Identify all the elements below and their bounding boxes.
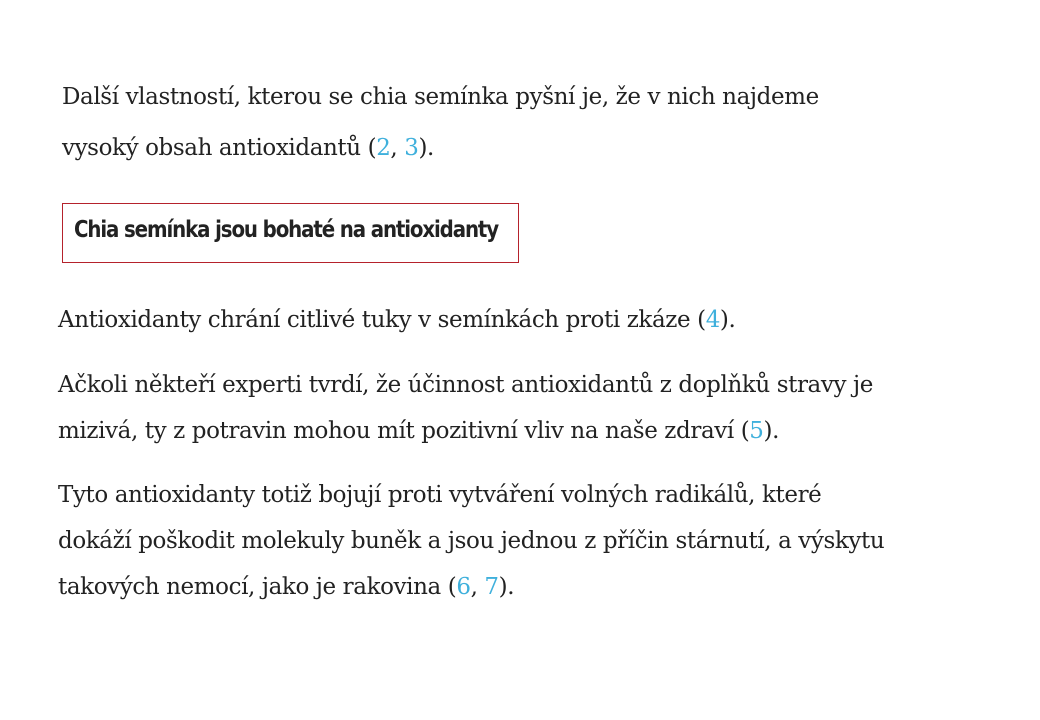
paragraph-end: ). (719, 307, 736, 333)
reference-link-2[interactable]: 2 (376, 135, 391, 161)
paragraph-text: vysoký obsah antioxidantů ( (62, 135, 377, 161)
paragraph-end: ). (418, 135, 434, 161)
paragraph-line (58, 408, 873, 454)
reference-link-5[interactable]: 5 (749, 418, 764, 444)
paragraph-antioxidant-intro (62, 72, 819, 174)
paragraph-text: mizivá, ty z potravin mohou mít pozitivní vliv na naše zdraví ( (58, 418, 750, 444)
paragraph-antioxidants-protect (58, 300, 735, 340)
paragraph-end: ). (763, 418, 780, 444)
paragraph-text: takových nemocí, jako je rakovina ( (58, 574, 457, 600)
reference-separator: , (390, 135, 405, 161)
reference-link-3[interactable]: 3 (404, 135, 419, 161)
paragraph-line (58, 564, 884, 610)
reference-link-7[interactable]: 7 (484, 574, 499, 600)
paragraph-text: Antioxidanty chrání citlivé tuky v semínkách proti zkáze ( (58, 307, 706, 333)
paragraph-line (62, 123, 819, 174)
paragraph-end: ). (498, 574, 515, 600)
reference-link-4[interactable]: 4 (705, 307, 720, 333)
section-heading: Chia semínka jsou bohaté na antioxidanty (74, 217, 499, 243)
paragraph-supplements (58, 362, 873, 454)
section-heading-box (62, 203, 519, 263)
paragraph-line (58, 300, 735, 340)
reference-separator: , (470, 574, 485, 600)
reference-link-6[interactable]: 6 (456, 574, 471, 600)
paragraph-line: Tyto antioxidanty totiž bojují proti vytváření volných radikálů, které (58, 482, 822, 508)
paragraph-line: dokáží poškodit molekuly buněk a jsou jednou z příčin stárnutí, a výskytu (58, 528, 885, 554)
paragraph-free-radicals (58, 472, 884, 610)
paragraph-line: Další vlastností, kterou se chia semínka pyšní je, že v nich najdeme (62, 84, 819, 110)
paragraph-line: Ačkoli někteří experti tvrdí, že účinnost antioxidantů z doplňků stravy je (58, 372, 873, 398)
